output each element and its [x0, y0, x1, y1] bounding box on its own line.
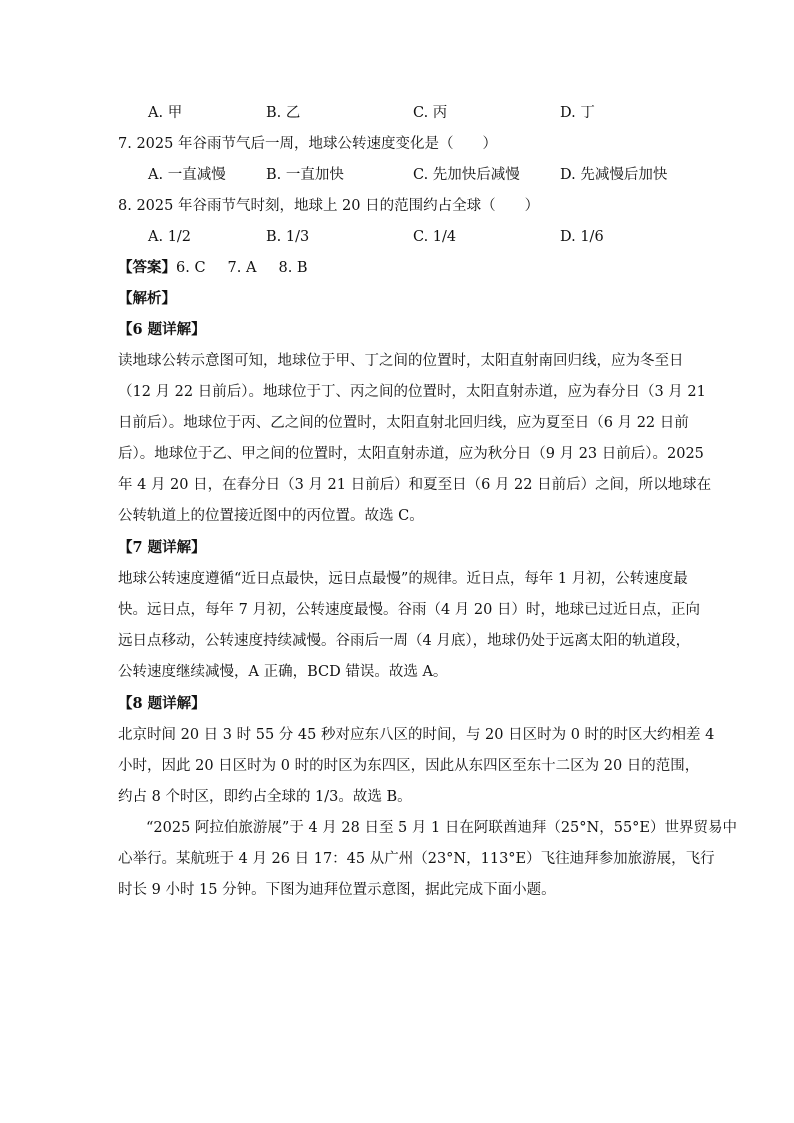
q7-option-b: B. 一直加快: [266, 167, 344, 183]
q8-option-b: B. 1/3: [266, 229, 310, 245]
q7-option-a: A. 一直减慢: [148, 167, 226, 183]
detail8-heading: 【8 题详解】: [118, 695, 206, 712]
answer-line: [118, 257, 330, 279]
q6-option-c: C. 丙: [413, 105, 448, 121]
detail7-line-3: 远日点移动，公转速度持续减慢。谷雨后一周（4 月底），地球仍处于远离太阳的轨道段，: [118, 633, 691, 649]
detail6-heading: 【6 题详解】: [118, 321, 206, 338]
q8-stem: 8. 2025 年谷雨节气时刻，地球上 20 日的范围约占全球（ ）: [118, 198, 540, 214]
answer-item-8: 8. B: [278, 260, 308, 276]
detail6-line-4: 后）。地球位于乙、甲之间的位置时，太阳直射赤道，应为秋分日（9 月 23 日前后）。2025: [118, 446, 704, 462]
q6-option-a: A. 甲: [148, 105, 183, 121]
answer-item-6: 6. C: [176, 260, 206, 276]
q8-option-c: C. 1/4: [413, 229, 457, 245]
q8-option-d: D. 1/6: [560, 229, 604, 245]
detail7-line-1: 地球公转速度遵循“近日点最快，远日点最慢”的规律。近日点，每年 1 月初，公转速度最: [118, 571, 688, 587]
detail7-line-2: 快。远日点，每年 7 月初，公转速度最慢。谷雨（4 月 20 日）时，地球已过近日点，正向: [118, 602, 700, 618]
answer-item-7: 7. A: [227, 260, 257, 276]
detail6-line-6: 公转轨道上的位置接近图中的丙位置。故选 C。: [118, 508, 424, 524]
material-line-3: 时长 9 小时 15 分钟。下图为迪拜位置示意图，据此完成下面小题。: [118, 882, 556, 898]
detail6-line-2: （12 月 22 日前后）。地球位于丁、丙之间的位置时，太阳直射赤道，应为春分日（3 月 21: [118, 384, 706, 400]
detail6-line-5: 年 4 月 20 日，在春分日（3 月 21 日前后）和夏至日（6 月 22 日前后）之间，所以地球在: [118, 477, 712, 493]
detail6-line-3: 日前后）。地球位于丙、乙之间的位置时，太阳直射北回归线，应为夏至日（6 月 22 日前: [118, 415, 689, 431]
detail8-line-1: 北京时间 20 日 3 时 55 分 45 秒对应东八区的时间，与 20 日区时为 0 时的时区大约相差 4: [118, 727, 715, 743]
q6-option-b: B. 乙: [266, 105, 301, 121]
detail8-line-3: 约占 8 个时区，即约占全球的 1/3。故选 B。: [118, 789, 412, 805]
analysis-label: 【解析】: [118, 290, 176, 307]
q7-option-c: C. 先加快后减慢: [413, 167, 520, 183]
material-line-2: 心举行。某航班于 4 月 26 日 17：45 从广州（23°N，113°E）飞往迪拜参加旅游展，飞行: [118, 851, 715, 867]
detail7-line-4: 公转速度继续减慢，A 正确，BCD 错误。故选 A。: [118, 664, 448, 680]
q6-option-d: D. 丁: [560, 105, 595, 121]
material-line-1: “2025 阿拉伯旅游展”于 4 月 28 日至 5 月 1 日在阿联酋迪拜（25°N，55°E）世界贸易中: [146, 820, 738, 836]
detail6-line-1: 读地球公转示意图可知，地球位于甲、丁之间的位置时，太阳直射南回归线，应为冬至日: [118, 353, 684, 369]
q7-option-d: D. 先减慢后加快: [560, 167, 668, 183]
q7-stem: 7. 2025 年谷雨节气后一周，地球公转速度变化是（ ）: [118, 136, 497, 152]
detail8-line-2: 小时，因此 20 日区时为 0 时的时区为东四区，因此从东四区至东十二区为 20 日的范围，: [118, 758, 700, 774]
answer-label: 【答案】: [118, 259, 176, 276]
q8-option-a: A. 1/2: [148, 229, 192, 245]
detail7-heading: 【7 题详解】: [118, 539, 206, 556]
